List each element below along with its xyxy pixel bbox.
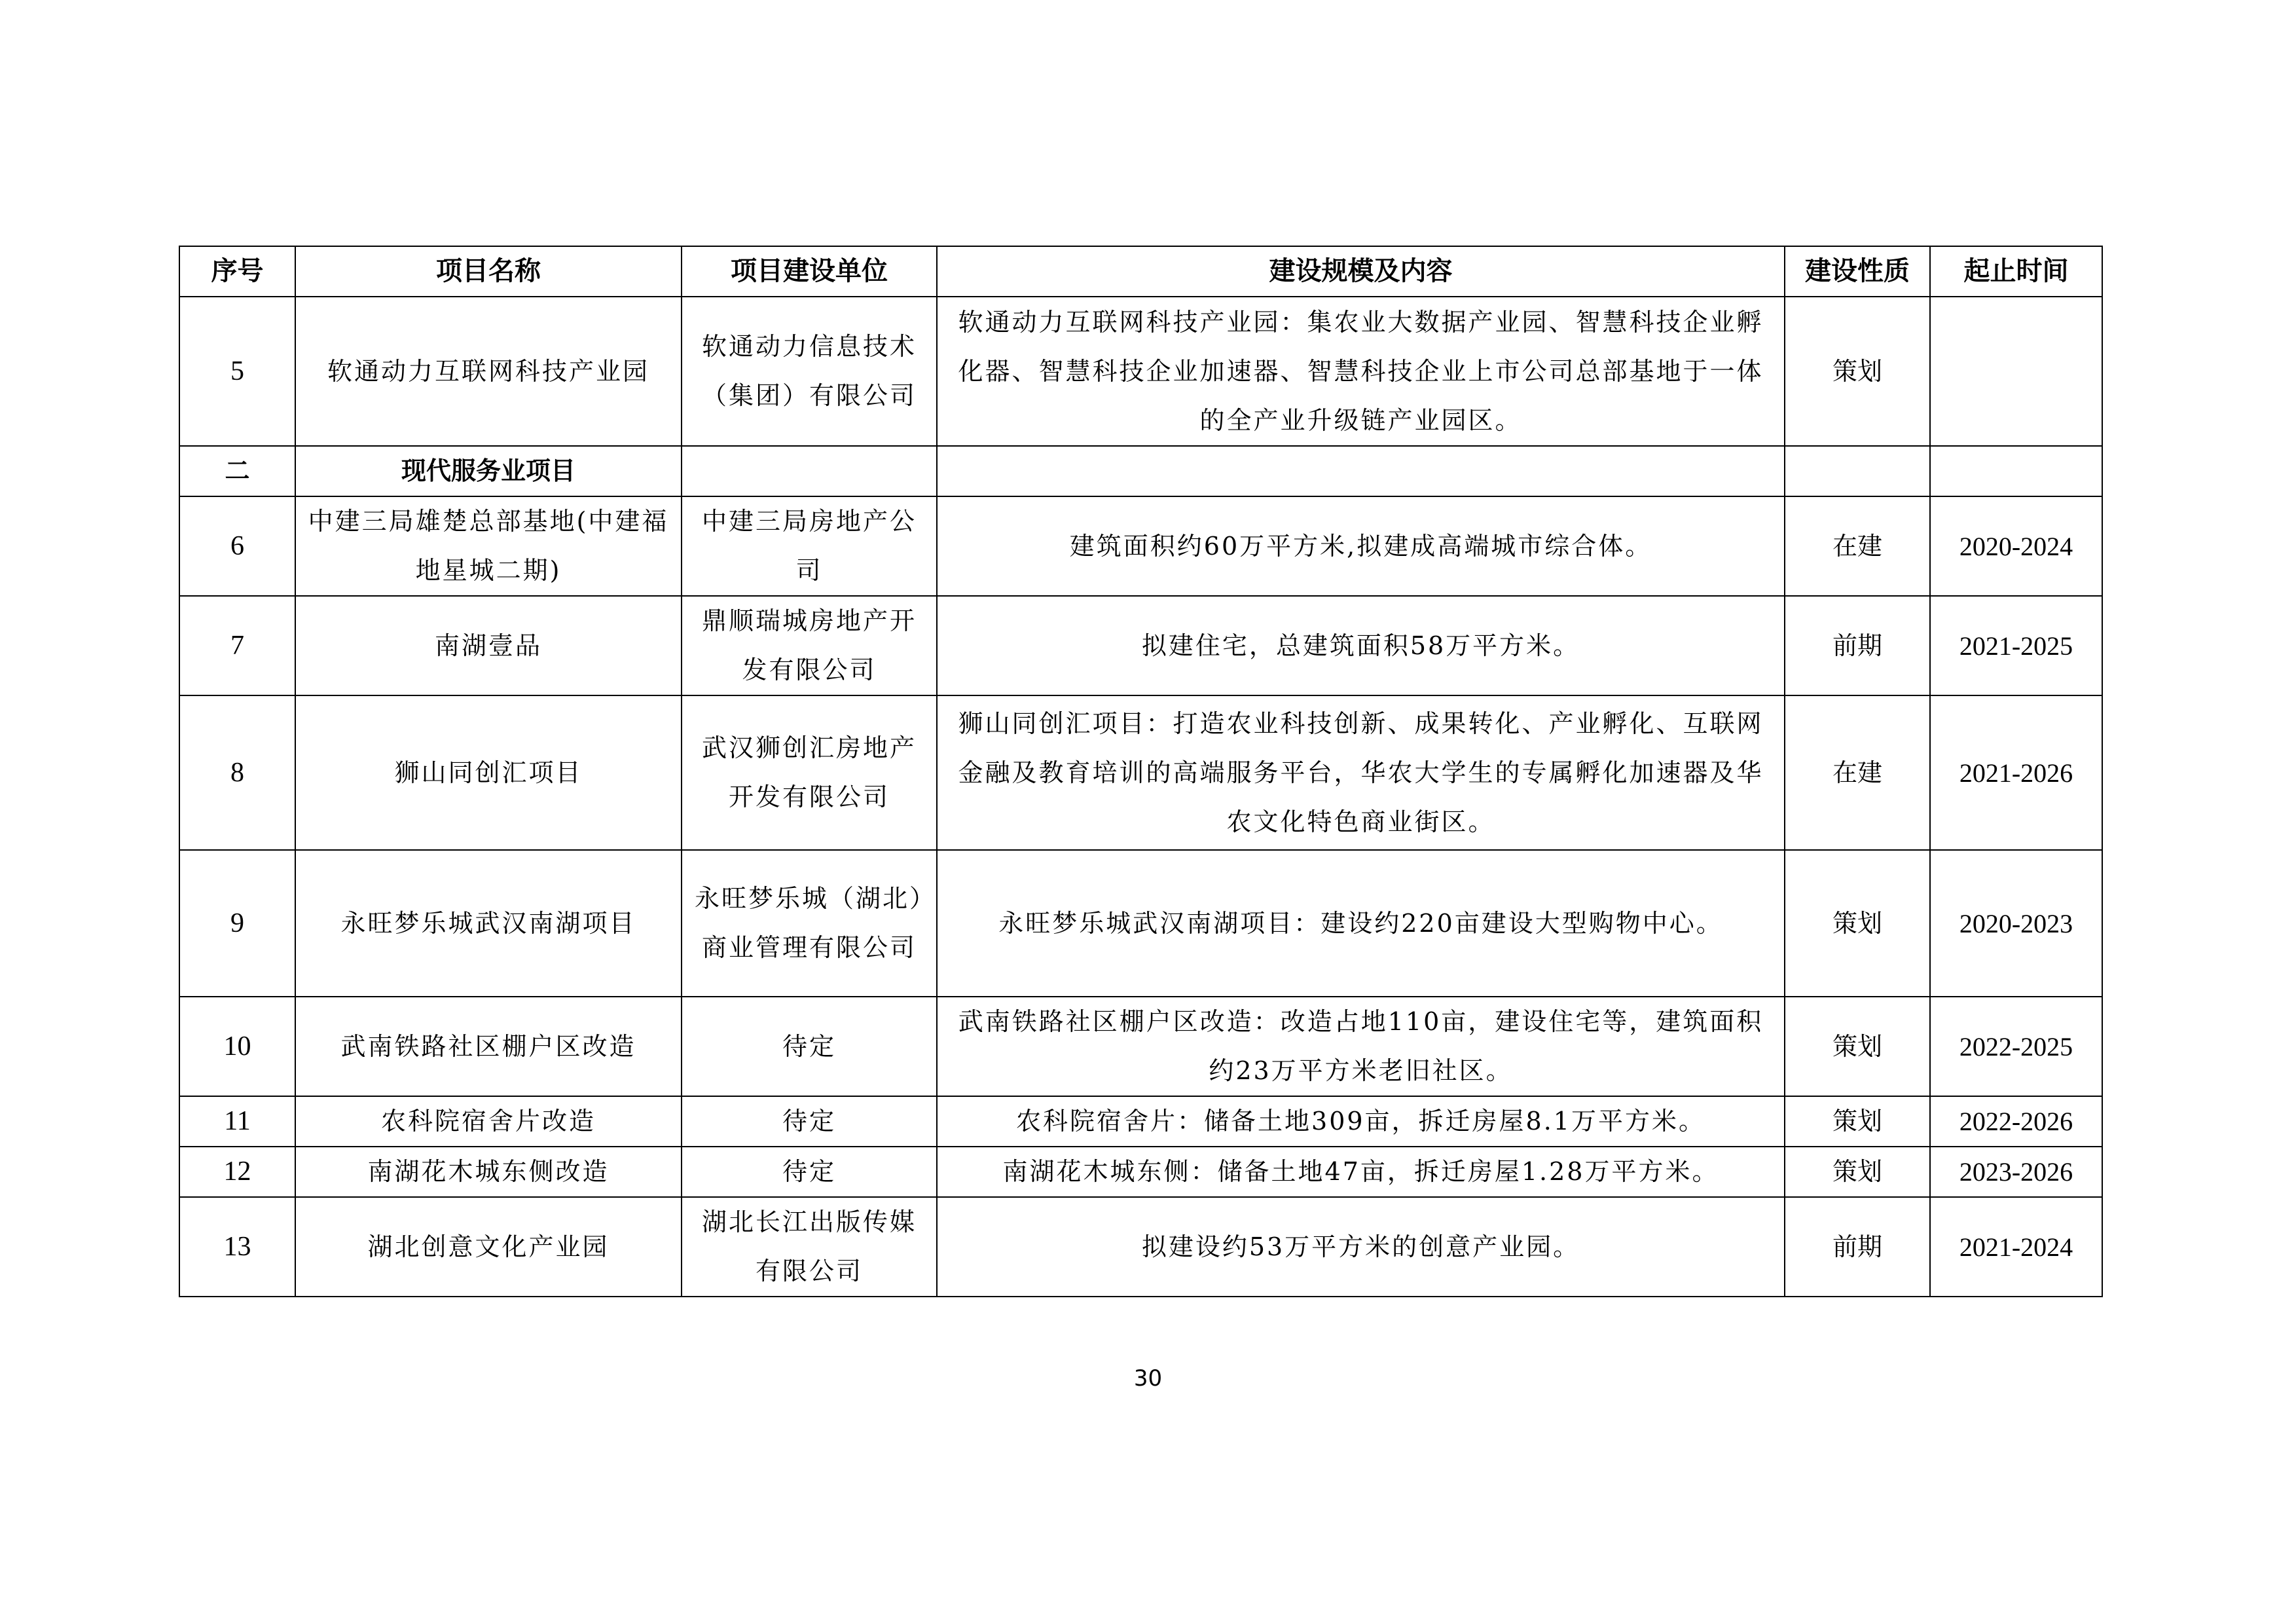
cell-period: 2020-2023 bbox=[1930, 850, 2102, 997]
table-row bbox=[179, 850, 2102, 997]
cell-period: 2021-2025 bbox=[1930, 596, 2102, 695]
table-row bbox=[179, 695, 2102, 850]
cell-construction-unit: 湖北长江出版传媒有限公司 bbox=[682, 1197, 937, 1297]
table-row bbox=[179, 1197, 2102, 1297]
cell-scale-content bbox=[937, 446, 1785, 496]
table-row bbox=[179, 496, 2102, 596]
cell-project-name: 湖北创意文化产业园 bbox=[295, 1197, 682, 1297]
cell-seq: 5 bbox=[179, 297, 295, 446]
cell-construction-unit: 武汉狮创汇房地产开发有限公司 bbox=[682, 695, 937, 850]
header-period: 起止时间 bbox=[1930, 246, 2102, 297]
section-row bbox=[179, 446, 2102, 496]
cell-construction-unit: 鼎顺瑞城房地产开发有限公司 bbox=[682, 596, 937, 695]
cell-nature: 策划 bbox=[1785, 1147, 1930, 1197]
cell-period bbox=[1930, 446, 2102, 496]
cell-project-name: 南湖花木城东侧改造 bbox=[295, 1147, 682, 1197]
cell-section-seq: 二 bbox=[179, 446, 295, 496]
cell-project-name: 软通动力互联网科技产业园 bbox=[295, 297, 682, 446]
page-number: 30 bbox=[1133, 1365, 1163, 1392]
cell-seq: 6 bbox=[179, 496, 295, 596]
cell-project-name: 武南铁路社区棚户区改造 bbox=[295, 997, 682, 1096]
cell-scale-content: 永旺梦乐城武汉南湖项目：建设约220亩建设大型购物中心。 bbox=[937, 850, 1785, 997]
table-row bbox=[179, 1147, 2102, 1197]
cell-seq: 9 bbox=[179, 850, 295, 997]
table-row bbox=[179, 997, 2102, 1096]
header-construction-unit: 项目建设单位 bbox=[682, 246, 937, 297]
header-nature: 建设性质 bbox=[1785, 246, 1930, 297]
cell-period bbox=[1930, 297, 2102, 446]
cell-project-name: 南湖壹品 bbox=[295, 596, 682, 695]
cell-project-name: 农科院宿舍片改造 bbox=[295, 1096, 682, 1147]
cell-nature: 在建 bbox=[1785, 695, 1930, 850]
cell-period: 2022-2025 bbox=[1930, 997, 2102, 1096]
cell-construction-unit: 永旺梦乐城（湖北）商业管理有限公司 bbox=[682, 850, 937, 997]
cell-construction-unit: 待定 bbox=[682, 997, 937, 1096]
cell-period: 2023-2026 bbox=[1930, 1147, 2102, 1197]
cell-nature: 策划 bbox=[1785, 297, 1930, 446]
table-row bbox=[179, 596, 2102, 695]
cell-nature bbox=[1785, 446, 1930, 496]
cell-project-name: 永旺梦乐城武汉南湖项目 bbox=[295, 850, 682, 997]
header-scale-content: 建设规模及内容 bbox=[937, 246, 1785, 297]
cell-construction-unit: 待定 bbox=[682, 1096, 937, 1147]
cell-seq: 8 bbox=[179, 695, 295, 850]
cell-scale-content: 狮山同创汇项目：打造农业科技创新、成果转化、产业孵化、互联网金融及教育培训的高端服务平台，华农大学生的专属孵化加速器及华农文化特色商业街区。 bbox=[937, 695, 1785, 850]
cell-period: 2022-2026 bbox=[1930, 1096, 2102, 1147]
cell-construction-unit: 待定 bbox=[682, 1147, 937, 1197]
cell-project-name: 中建三局雄楚总部基地(中建福地星城二期) bbox=[295, 496, 682, 596]
cell-seq: 13 bbox=[179, 1197, 295, 1297]
cell-scale-content: 南湖花木城东侧：储备土地47亩，拆迁房屋1.28万平方米。 bbox=[937, 1147, 1785, 1197]
cell-construction-unit: 中建三局房地产公司 bbox=[682, 496, 937, 596]
cell-nature: 前期 bbox=[1785, 1197, 1930, 1297]
cell-nature: 前期 bbox=[1785, 596, 1930, 695]
cell-period: 2021-2024 bbox=[1930, 1197, 2102, 1297]
cell-scale-content: 软通动力互联网科技产业园：集农业大数据产业园、智慧科技企业孵化器、智慧科技企业加速器、智慧科技企业上市公司总部基地于一体的全产业升级链产业园区。 bbox=[937, 297, 1785, 446]
cell-seq: 7 bbox=[179, 596, 295, 695]
cell-seq: 10 bbox=[179, 997, 295, 1096]
header-project-name: 项目名称 bbox=[295, 246, 682, 297]
cell-scale-content: 建筑面积约60万平方米,拟建成高端城市综合体。 bbox=[937, 496, 1785, 596]
table-row bbox=[179, 1096, 2102, 1147]
cell-scale-content: 农科院宿舍片：储备土地309亩，拆迁房屋8.1万平方米。 bbox=[937, 1096, 1785, 1147]
cell-scale-content: 拟建住宅，总建筑面积58万平方米。 bbox=[937, 596, 1785, 695]
cell-seq: 11 bbox=[179, 1096, 295, 1147]
cell-scale-content: 拟建设约53万平方米的创意产业园。 bbox=[937, 1197, 1785, 1297]
cell-construction-unit: 软通动力信息技术（集团）有限公司 bbox=[682, 297, 937, 446]
table-header-row bbox=[179, 246, 2102, 297]
table-row bbox=[179, 297, 2102, 446]
cell-scale-content: 武南铁路社区棚户区改造：改造占地110亩，建设住宅等，建筑面积约23万平方米老旧社区。 bbox=[937, 997, 1785, 1096]
header-seq: 序号 bbox=[179, 246, 295, 297]
cell-nature: 策划 bbox=[1785, 850, 1930, 997]
cell-seq: 12 bbox=[179, 1147, 295, 1197]
cell-period: 2020-2024 bbox=[1930, 496, 2102, 596]
cell-nature: 策划 bbox=[1785, 997, 1930, 1096]
cell-section-name: 现代服务业项目 bbox=[295, 446, 682, 496]
cell-period: 2021-2026 bbox=[1930, 695, 2102, 850]
cell-nature: 策划 bbox=[1785, 1096, 1930, 1147]
cell-construction-unit bbox=[682, 446, 937, 496]
cell-project-name: 狮山同创汇项目 bbox=[295, 695, 682, 850]
cell-nature: 在建 bbox=[1785, 496, 1930, 596]
project-table bbox=[179, 246, 2103, 1297]
